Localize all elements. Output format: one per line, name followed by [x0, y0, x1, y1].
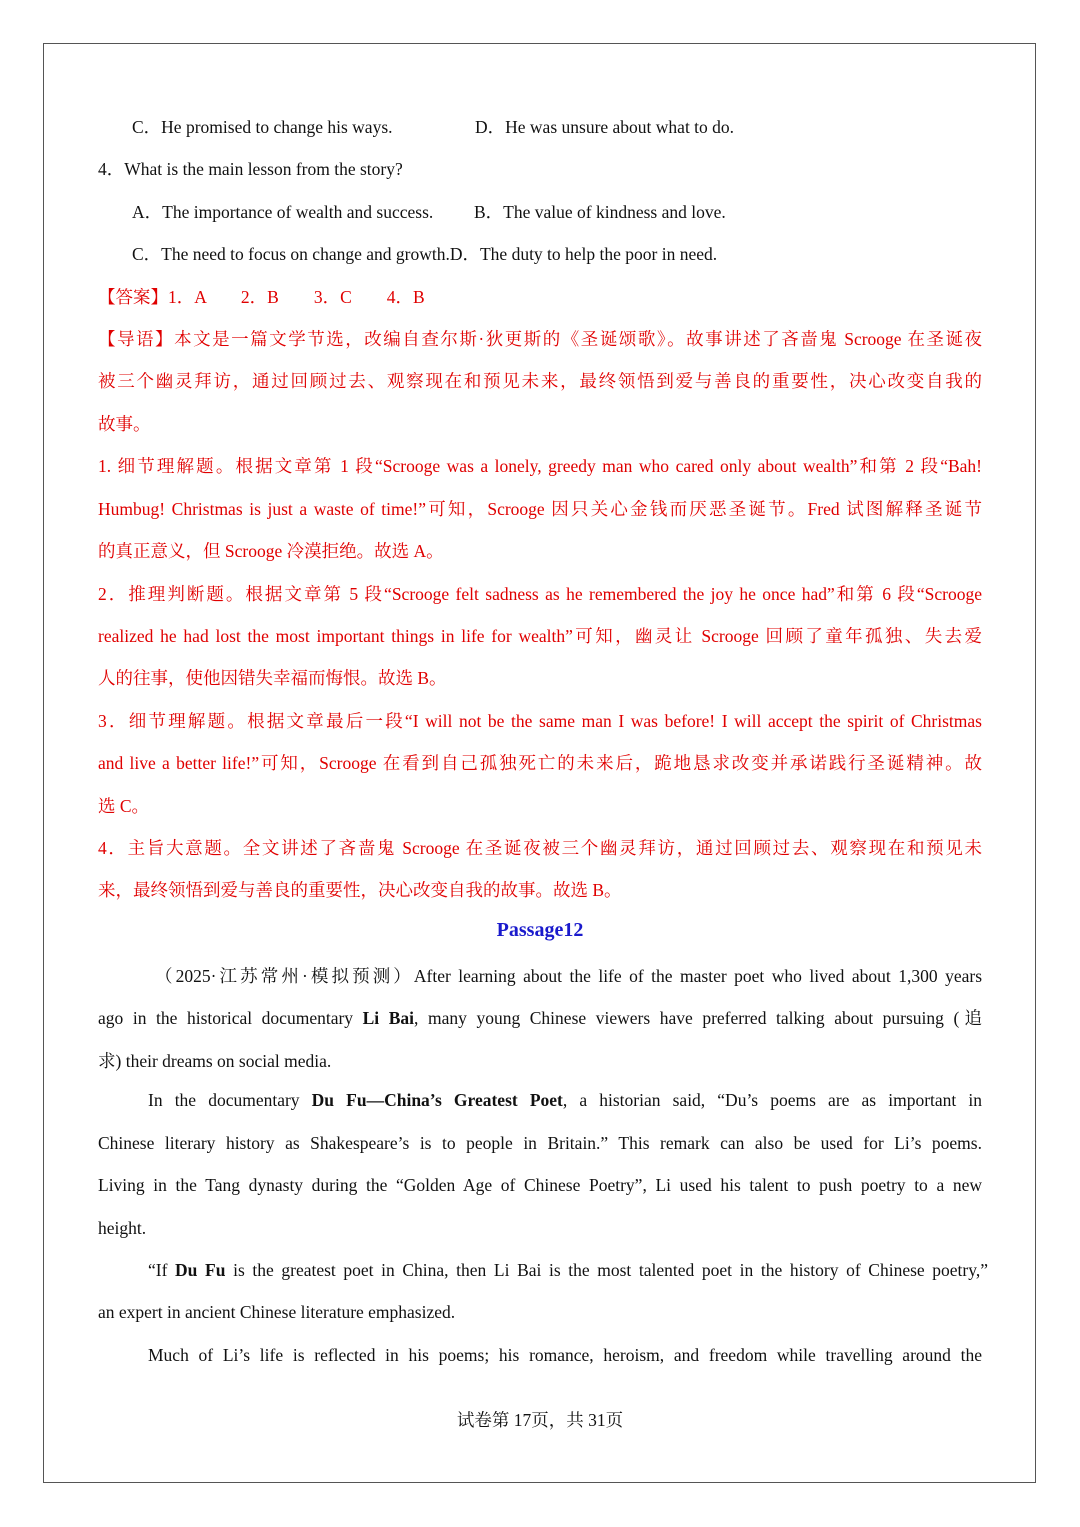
documentary-title-du-fu: Du Fu—China’s Greatest Poet — [311, 1090, 563, 1110]
passage-title: Passage12 — [496, 919, 584, 941]
q3-options-row — [132, 114, 734, 139]
passage-p4-line-1: Much of Li’s life is reflected in his poems; his romance, heroism, and freedom while travelling around the — [148, 1345, 982, 1365]
q4-stem: 4．What is the main lesson from the story? — [98, 159, 403, 179]
explanation-2-line-2: realized he had lost the most important things in life for wealth”可知，幽灵让 Scrooge 回顾了童年孤独、失去爱 — [98, 626, 982, 646]
passage-p1-line-3: 求) their dreams on social media. — [98, 1051, 332, 1071]
guide-text-1: 本文是一篇文学节选，改编自查尔斯·狄更斯的《圣诞颂歌》。故事讲述了吝啬鬼 Scrooge 在圣诞夜 — [174, 329, 983, 349]
passage-p3-line-2: an expert in ancient Chinese literature emphasized. — [98, 1302, 456, 1322]
passage-p2-line-1-c: , a historian said, “Du’s poems are as important in — [562, 1090, 982, 1110]
q3-option-d: D．He was unsure about what to do. — [475, 117, 735, 137]
q4-option-a: A．The importance of wealth and success. — [132, 202, 434, 222]
guide-label: 【导语】 — [98, 329, 175, 349]
passage-p3-line-1 — [148, 1260, 988, 1281]
passage-p1-line-1: （2025·江苏常州·模拟预测）After learning about the life of the master poet who lived about 1,300 years — [155, 966, 982, 986]
q4-option-d: D．The duty to help the poor in need. — [449, 244, 718, 264]
q4-options-row-2 — [132, 241, 717, 266]
du-fu-bold: Du Fu — [175, 1260, 226, 1280]
explanation-2-line-1: 2．推理判断题。根据文章第 5 段“Scrooge felt sadness as he remembered the joy he once had”和第 6 段“Scrooge — [98, 584, 982, 604]
documentary-title-li-bai: Li Bai — [362, 1008, 415, 1028]
passage-p1-line-2-a: ago in the historical documentary — [98, 1008, 363, 1028]
passage-p2-line-1-a: In the documentary — [148, 1090, 312, 1110]
explanation-4-line-1: 4．主旨大意题。全文讲述了吝啬鬼 Scrooge 在圣诞夜被三个幽灵拜访，通过回顾过去、观察现在和预见未 — [98, 838, 982, 858]
q4-options-row-1 — [132, 199, 726, 224]
q4-option-b: B．The value of kindness and love. — [474, 202, 726, 222]
explanation-3-line-1: 3．细节理解题。根据文章最后一段“I will not be the same man I was before! I will accept the spirit of Christmas — [98, 711, 982, 731]
explanation-3-line-2: and live a better life!”可知，Scrooge 在看到自己孤独死亡的未来后，跪地恳求改变并承诺践行圣诞精神。故 — [98, 753, 982, 773]
passage-p1-line-2-c: , many young Chinese viewers have preferred talking about pursuing (追 — [414, 1008, 983, 1028]
guide-line-3: 故事。 — [98, 414, 151, 434]
guide-line-2: 被三个幽灵拜访，通过回顾过去、观察现在和预见未来，最终领悟到爱与善良的重要性，决心改变自我的 — [98, 371, 982, 391]
explanation-4-line-2: 来，最终领悟到爱与善良的重要性，决心改变自我的故事。故选 B。 — [98, 880, 622, 900]
explanation-3-line-3: 选 C。 — [98, 796, 150, 816]
guide-line-1 — [98, 326, 982, 351]
explanation-2-line-3: 人的往事，使他因错失幸福而悔恨。故选 B。 — [98, 668, 447, 688]
page-footer: 试卷第 17页，共 31页 — [456, 1410, 624, 1430]
explanation-1-line-3: 的真正意义，但 Scrooge 冷漠拒绝。故选 A。 — [98, 541, 444, 561]
passage-p2-line-3: Living in the Tang dynasty during the “Golden Age of Chinese Poetry”, Li used his talent to push poetry to a new — [98, 1175, 982, 1195]
passage-p3-line-1-c: is the greatest poet in China, then Li Bai is the most talented poet in the history of Chinese poetry,” — [225, 1260, 988, 1280]
passage-p2-line-2: Chinese literary history as Shakespeare’s is to people in Britain.” This remark can also be used for Li’s poems. — [98, 1133, 982, 1153]
passage-p2-line-4: height. — [98, 1218, 147, 1238]
passage-p3-line-1-a: “If — [148, 1260, 176, 1280]
q4-option-c: C．The need to focus on change and growth. — [132, 244, 450, 264]
passage-p1-line-2 — [98, 1005, 982, 1030]
passage-p2-line-1 — [148, 1090, 982, 1111]
answer-label: 【答案】 — [98, 287, 168, 307]
explanation-1-line-1: 1. 细节理解题。根据文章第 1 段“Scrooge was a lonely, greedy man who cared only about wealth”和第 2 段“Bah! — [98, 456, 982, 476]
answer-values: 1．A 2．B 3．C 4．B — [168, 287, 425, 307]
explanation-1-line-2: Humbug! Christmas is just a waste of time!”可知，Scrooge 因只关心金钱而厌恶圣诞节。Fred 试图解释圣诞节 — [98, 499, 982, 519]
answer-line — [98, 284, 425, 309]
q3-option-c: C．He promised to change his ways. — [132, 117, 393, 137]
